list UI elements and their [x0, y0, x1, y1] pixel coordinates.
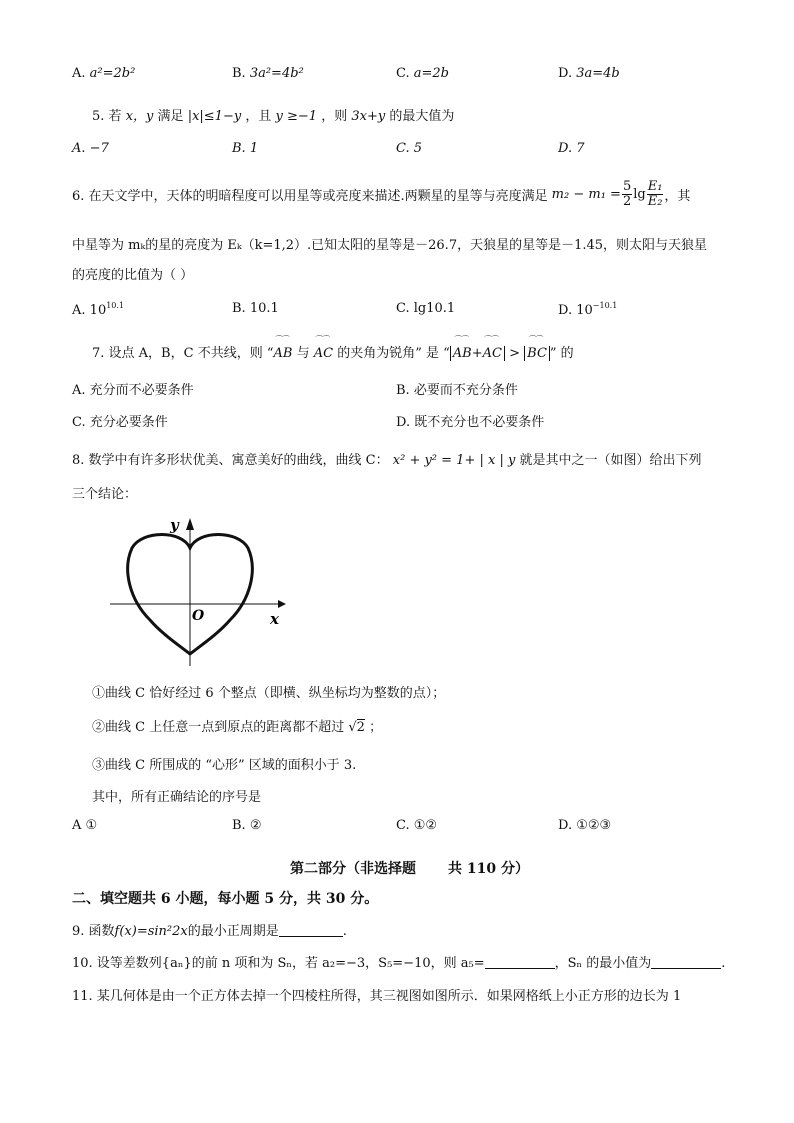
q5-option-b: B. 1	[232, 141, 259, 156]
q6-formula-left: m₂ − m₁ =	[551, 186, 621, 202]
q10-answer-blank-1	[485, 956, 555, 969]
q7-stem: 7. 设点 A，B，C 不共线，则 “⌒⌒ AB 与 ⌒⌒ AC 的夹角为锐角” 是 “⌒⌒ AB+⌒⌒ AC > ⌒⌒ BC ” 的	[92, 342, 574, 361]
q8-option-a: A ①	[72, 818, 98, 833]
q8-line2: 三个结论：	[72, 487, 138, 502]
q8-option-d: D. ①②③	[558, 818, 612, 833]
q8-conclusion-1: ①曲线 C 恰好经过 6 个整点（即横、纵坐标均为整数的点）；	[92, 686, 446, 701]
q5-option-a: A. −7	[72, 141, 109, 156]
q5-option-d: D. 7	[558, 141, 585, 156]
q6-line1: 6. 在天文学中，天体的明暗程度可以用星等或亮度来描述.两颗星的星等与亮度满足 m₂ − m₁ = $\frac{5}{2}$ lg $\frac{\text{E₁}}{\text{E₂}}$ ，其	[72, 178, 691, 209]
y-axis-arrow-icon	[186, 518, 194, 530]
q6-line2: 中星等为 mₖ的星的亮度为 Eₖ（k=1,2）.已知太阳的星等是－26.7，天狼星的星等是－1.45，则太阳与天狼星	[72, 238, 708, 253]
q4-option-a: A. a²=2b²	[72, 66, 136, 81]
q7-option-b: B. 必要而不充分条件	[396, 383, 518, 398]
q11: 11. 某几何体是由一个正方体去掉一个四棱柱所得，其三视图如图所示．如果网格纸上小正方形的边长为 1	[72, 989, 682, 1004]
q9-answer-blank	[279, 924, 343, 937]
q7-vector-ab-2: ⌒⌒ AB	[453, 346, 472, 361]
part2-title: 第二部分（非选择题 共 110 分）	[290, 861, 529, 877]
x-axis-label: x	[270, 610, 279, 628]
sqrt-icon: √	[348, 720, 357, 735]
q8-option-b: B. ②	[232, 818, 262, 833]
q6-option-d: D. $10^{-10.1}$	[558, 301, 618, 318]
q7-option-a: A. 充分而不必要条件	[72, 383, 194, 398]
q8-equation: x² + y² = 1+ | x | y	[392, 453, 516, 468]
q5-option-c: C. 5	[396, 141, 423, 156]
q8-option-c: C. ①②	[396, 818, 438, 833]
q5-stem: 5. 若 x，y 满足 |x|≤1−y ，且 y ≥−1 ，则 3x+y 的最大值为	[92, 109, 455, 124]
q6-e-ratio: $\frac{\text{E₁}}{\text{E₂}}$	[647, 178, 663, 209]
q4-option-b: B. 3a²=4b²	[232, 66, 304, 81]
q7-vector-ac-2: ⌒⌒ AC	[483, 346, 502, 361]
q6-option-a: A. $10^{10.1}$	[72, 301, 125, 318]
q10: 10. 设等差数列{aₙ}的前 n 项和为 Sₙ，若 a₂=−3，S₅=−10，则 a₅= ，Sₙ 的最小值为 .	[72, 956, 726, 971]
q4-option-b-math: 3a²=4b²	[249, 66, 304, 81]
q8-line1: 8. 数学中有许多形状优美、寓意美好的曲线，曲线 C： x² + y² = 1+ | x | y 就是其中之一（如图）给出下列	[72, 453, 702, 468]
q4-option-d-math: 3a=4b	[576, 66, 620, 81]
origin-label: O	[192, 608, 205, 624]
q6-option-b: B. 10.1	[232, 301, 279, 316]
q9: 9. 函数f(x)=sin²2x的最小正周期是 .	[72, 924, 347, 939]
q7-vector-ab: ⌒⌒ AB	[273, 346, 292, 361]
section2-heading: 二、填空题共 6 小题，每小题 5 分，共 30 分。	[72, 891, 379, 907]
q8-conclusion-2: ②曲线 C 上任意一点到原点的距离都不超过 √2 ；	[92, 720, 383, 735]
y-axis-label: y	[170, 516, 179, 534]
q8-conclusion-3: ③曲线 C 所围成的 “心形” 区域的面积小于 3.	[92, 758, 357, 773]
x-axis-arrow-icon	[278, 600, 286, 608]
q4-option-a-math: a²=2b²	[89, 66, 136, 81]
q7-vector-bc: ⌒⌒ BC	[527, 346, 547, 361]
q6-option-c: C. lg10.1	[396, 301, 456, 316]
q8-question: 其中，所有正确结论的序号是	[92, 790, 262, 805]
q4-option-c: C. a=2b	[396, 66, 450, 81]
q4-option-d: D. 3a=4b	[558, 66, 620, 81]
q4-option-c-math: a=2b	[413, 66, 450, 81]
q7-option-d: D. 既不充分也不必要条件	[396, 415, 545, 430]
q6-line3: 的亮度的比值为（ ）	[72, 268, 194, 283]
q10-answer-blank-2	[651, 956, 721, 969]
q8-heart-graph	[100, 508, 300, 668]
q7-vector-ac: ⌒⌒ AC	[314, 346, 333, 361]
q7-option-c: C. 充分必要条件	[72, 415, 168, 430]
q6-fraction: $\frac{5}{2}$	[622, 178, 632, 209]
